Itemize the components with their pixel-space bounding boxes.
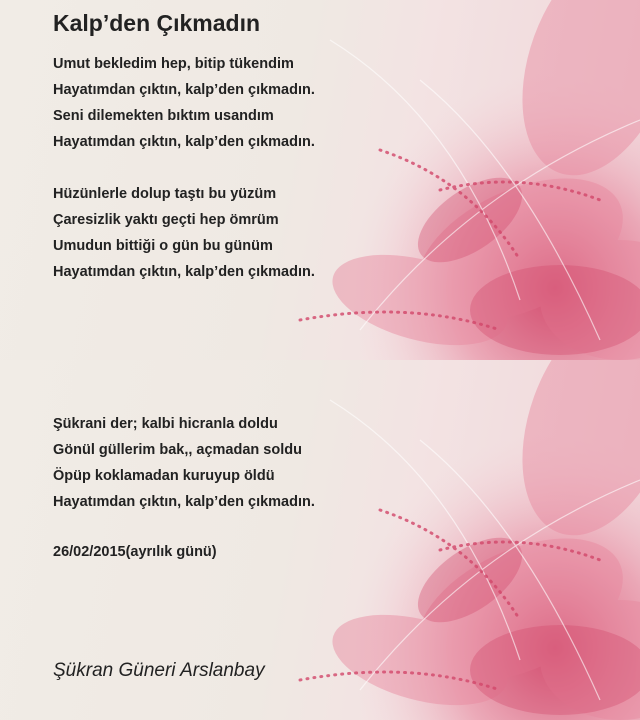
- stanza2-line3: Umudun bittiği o gün bu günüm: [53, 238, 273, 254]
- stanza1-line1: Umut bekledim hep, bitip tükendim: [53, 56, 294, 72]
- stanza3-line2: Gönül güllerim bak,, açmadan soldu: [53, 442, 302, 458]
- stanza2-line4: Hayatımdan çıktın, kalp’den çıkmadın.: [53, 264, 315, 280]
- poem-author: Şükran Güneri Arslanbay: [53, 660, 265, 681]
- stanza2-line2: Çaresizlik yaktı geçti hep ömrüm: [53, 212, 279, 228]
- stanza3-line4: Hayatımdan çıktın, kalp’den çıkmadın.: [53, 494, 315, 510]
- stanza1-line2: Hayatımdan çıktın, kalp’den çıkmadın.: [53, 82, 315, 98]
- stanza3-line3: Öpüp koklamadan kuruyup öldü: [53, 468, 275, 484]
- stanza1-line4: Hayatımdan çıktın, kalp’den çıkmadın.: [53, 134, 315, 150]
- poem-card-bottom: [0, 360, 640, 720]
- stanza1-line3: Seni dilemekten bıktım usandım: [53, 108, 274, 124]
- poem-title: Kalp’den Çıkmadın: [53, 10, 261, 36]
- stanza3-line1: Şükrani der; kalbi hicranla doldu: [53, 416, 278, 432]
- stanza2-line1: Hüzünlerle dolup taştı bu yüzüm: [53, 186, 277, 202]
- poem-date-note: 26/02/2015(ayrılık günü): [53, 544, 217, 560]
